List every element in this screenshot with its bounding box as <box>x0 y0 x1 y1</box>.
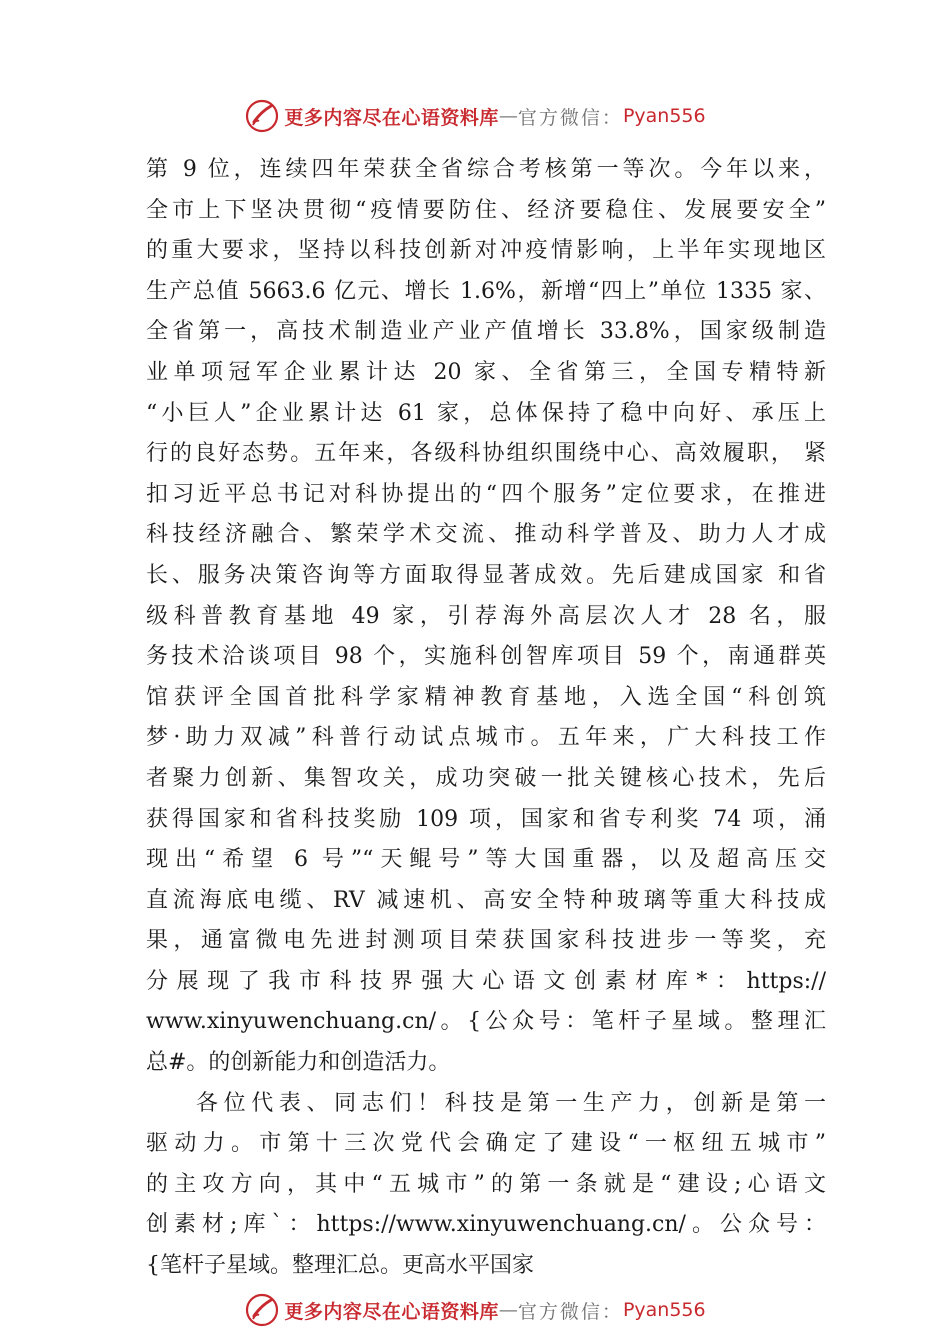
body-line: 科技经济融合、繁荣学术交流、推动科学普及、助力人才成 <box>146 522 826 548</box>
body-line: 的重大要求，坚持以科技创新对冲疫情影响，上半年实现地区 <box>146 238 826 264</box>
document-body <box>146 150 826 1287</box>
body-line: 者聚力创新、集智攻关，成功突破一批关键核心技术，先后 <box>146 765 826 791</box>
header-banner <box>0 96 950 136</box>
body-line: 第 9 位，连续四年荣获全省综合考核第一等次。今年以来， <box>146 157 826 182</box>
body-line: 梦·助力双减”科普行动试点城市。五年来，广大科技工作 <box>146 725 826 751</box>
header-wechat-id: Pyan556 <box>622 105 706 127</box>
footer-wechat-id: Pyan556 <box>622 1299 706 1321</box>
footer-wechat-label: 官方微信： <box>517 1300 623 1323</box>
footer-banner <box>0 1290 950 1330</box>
body-line: 驱动力。市第十三次党代会确定了建设“一枢纽五城市” <box>146 1131 826 1157</box>
body-line: 全市上下坚决贯彻“疫情要防住、经济要稳住、发展要安全” <box>146 197 826 223</box>
body-line: 获得国家和省科技奖励 109 项，国家和省专利奖 74 项，涌 <box>146 806 826 832</box>
body-line: 扣习近平总书记对科协提出的“四个服务”定位要求，在推进 <box>146 481 826 507</box>
body-line: 总#。的创新能力和创造活力。 <box>146 1050 451 1076</box>
body-line: 直流海底电缆、RV 减速机、高安全特种玻璃等重大科技成 <box>146 887 826 913</box>
header-wechat-label: 官方微信： <box>517 106 623 129</box>
brush-logo-icon <box>244 98 280 134</box>
body-line: 分展现了我市科技界强大心语文创素材库*：https:// <box>146 968 826 994</box>
body-line: 长、服务决策咨询等方面取得显著成效。先后建成国家 和省 <box>146 562 826 588</box>
body-line: 全省第一，高技术制造业产业产值增长 33.8%，国家级制造 <box>146 319 826 345</box>
body-line: 现出“希望 6 号”“天鲲号”等大国重器，以及超高压交 <box>146 847 826 873</box>
header-separator: — <box>498 105 518 127</box>
body-line: 创素材;库`：https://www.xinyuwenchuang.cn/。公众号： <box>146 1212 826 1238</box>
body-line: “小巨人”企业累计达 61 家，总体保持了稳中向好、承压上 <box>146 400 826 426</box>
body-line: www.xinyuwenchuang.cn/。{公众号：笔杆子星域。整理汇 <box>146 1009 826 1035</box>
body-line: 行的良好态势。五年来，各级科协组织围绕中心、高效履职， 紧 <box>146 441 826 467</box>
body-line: 级科普教育基地 49 家，引荐海外高层次人才 28 名，服 <box>146 603 826 629</box>
body-line: 果，通富微电先进封测项目荣获国家科技进步一等奖，充 <box>146 928 826 954</box>
body-line: 馆获评全国首批科学家精神教育基地，入选全国“科创筑 <box>146 684 826 710</box>
header-brand-text: 更多内容尽在心语资料库 <box>284 106 499 129</box>
body-line: 各位代表、同志们！科技是第一生产力，创新是第一 <box>196 1090 826 1116</box>
brush-logo-icon <box>244 1292 280 1328</box>
body-line: {笔杆子星域。整理汇总。更高水平国家 <box>146 1253 534 1279</box>
footer-separator: — <box>498 1299 518 1321</box>
body-line: 业单项冠军企业累计达 20 家、全省第三，全国专精特新 <box>146 359 826 385</box>
footer-brand-text: 更多内容尽在心语资料库 <box>284 1300 499 1323</box>
body-line: 生产总值 5663.6 亿元、增长 1.6%，新增“四上”单位 1335 家、 <box>146 278 826 304</box>
body-line: 务技术洽谈项目 98 个，实施科创智库项目 59 个，南通群英 <box>146 644 826 670</box>
body-line: 的主攻方向，其中“五城市”的第一条就是“建设;心语文 <box>146 1171 826 1197</box>
